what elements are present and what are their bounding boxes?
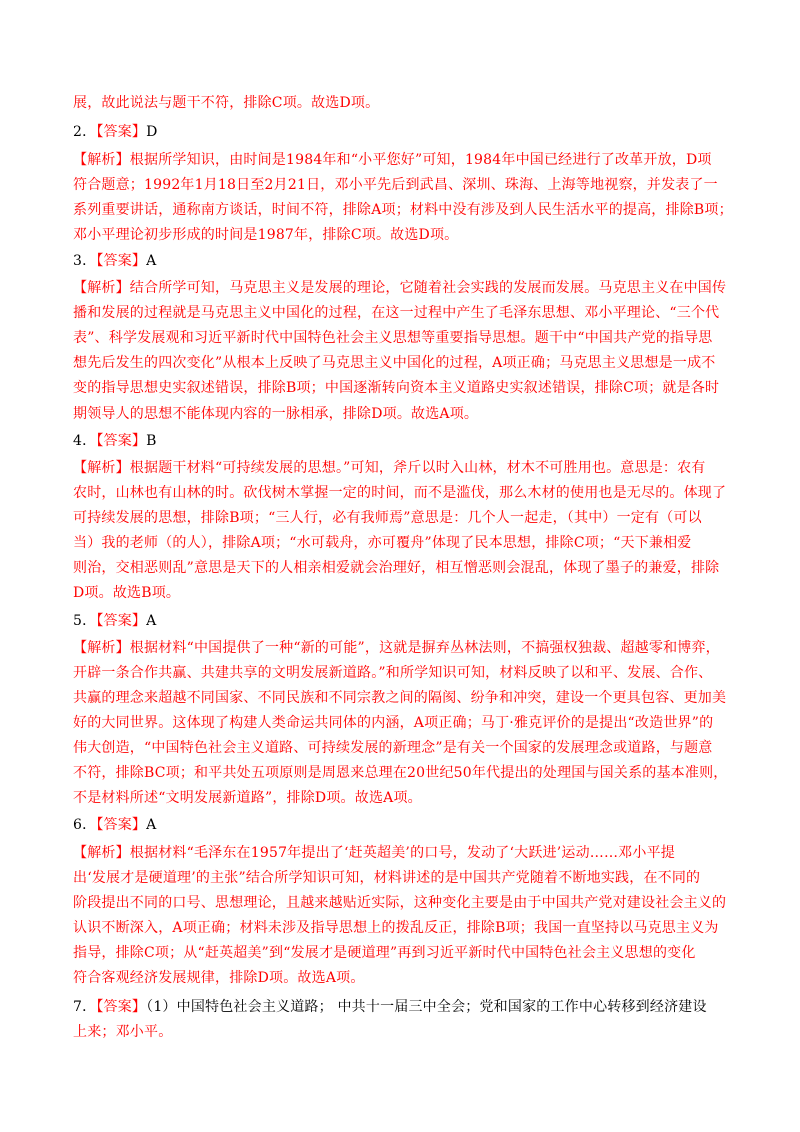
- text-line: D项。故选B项。: [73, 585, 181, 601]
- answer-line-7: [73, 997, 707, 1017]
- text-line: 阶段提出不同的口号、思想理论，且越来越贴近实际，这种变化主要是由于中国共产党对建设社会主义的: [73, 895, 727, 911]
- answer-label: 【答案】: [96, 999, 147, 1015]
- answer-label: 【答案】: [96, 253, 147, 269]
- answer-line-5: [73, 611, 156, 631]
- text-line: 认识不断深入，A项正确；材料未涉及指导思想上的拨乱反正，排除B项；我国一直坚持以马克思主义为: [73, 920, 719, 936]
- text-line: 开辟一条合作共赢、共建共享的文明发展新道路。”和所学知识可知，材料反映了以和平、发展、合作、: [73, 665, 713, 681]
- text-line: 好的大同世界。这体现了构建人类命运共同体的内涵，A项正确；马丁·雅克评价的是提出“改造世界”的: [73, 715, 714, 731]
- answer-label: 【答案】: [96, 124, 147, 140]
- text-line: 指导，排除C项；从“赶英超美”到“发展才是硬道理”再到习近平新时代中国特色社会主义思想的变化: [73, 945, 696, 961]
- answer-line-4: [73, 431, 157, 451]
- text-line: 播和发展的过程就是马克思主义中国化的过程，在这一过程中产生了毛泽东思想、邓小平理论、“三个代: [73, 305, 720, 321]
- answer-value: A: [146, 817, 157, 833]
- question-number: 5．: [73, 613, 97, 629]
- text-line: 农时，山林也有山林的时。砍伐树木掌握一定的时间，而不是滥伐，那么木材的使用也是无尽的。体现了: [73, 485, 727, 501]
- text-line: 伟大创造，“中国特色社会主义道路、可持续发展的新理念”是有关一个国家的发展理念或道路，与题意: [73, 740, 713, 756]
- text-line: 表”、科学发展观和习近平新时代中国特色社会主义思想等重要指导思想。题干中“中国共产党的指导思: [73, 330, 713, 346]
- answer-value: B: [146, 433, 157, 449]
- answer-label: 【答案】: [96, 817, 147, 833]
- text-line: 变的指导思想史实叙述错误，排除B项；中国逐渐转向资本主义道路史实叙述错误，排除C项；就是各时: [73, 380, 720, 396]
- text-line: 【解析】根据材料“毛泽东在1957年提出了‘赶英超美’的口号，发动了‘大跃进’运动……邓小平提: [73, 845, 675, 861]
- text-line: 【解析】根据题干材料“可持续发展的思想。”可知，斧斤以时入山林，材木不可胜用也。意思是：农有: [73, 460, 706, 476]
- text-line: 共赢的理念来超越不同国家、不同民族和不同宗教之间的隔阂、纷争和冲突，建设一个更具包容、更加美: [73, 690, 727, 706]
- text-line: 符合客观经济发展规律，排除D项。故选A项。: [73, 970, 365, 986]
- answer-value: D: [146, 124, 158, 140]
- answer-value: A: [146, 253, 157, 269]
- question-number: 2．: [73, 124, 97, 140]
- answer-label: 【答案】: [96, 613, 147, 629]
- text-line: 不是材料所述“文明发展新道路”，排除D项。故选A项。: [73, 790, 422, 806]
- text-line: 上来；邓小平。: [73, 1024, 173, 1040]
- answer-value: A: [146, 613, 157, 629]
- answer-label: 【答案】: [96, 433, 147, 449]
- text-line: 邓小平理论初步形成的时间是1987年，排除C项。故选D项。: [73, 227, 459, 243]
- text-line: 符合题意；1992年1月18日至2月21日，邓小平先后到武昌、深圳、珠海、上海等地视察，并发表了一: [73, 177, 718, 193]
- text-line: 系列重要讲话，通称南方谈话，时间不符，排除A项；材料中没有涉及到人民生活水平的提高，排除B项；: [73, 202, 733, 218]
- text-line: 当）我的老师（的人），排除A项；“水可载舟，亦可覆舟”体现了民本思想，排除C项；“天下兼相爱: [73, 535, 692, 551]
- text-line: 不符，排除BC项；和平共处五项原则是周恩来总理在20世纪50年代提出的处理国与国关系的基本准则，: [73, 765, 728, 781]
- text-line: 则治，交相恶则乱”意思是天下的人相亲相爱就会治理好，相互憎恶则会混乱，体现了墨子的兼爱，排除: [73, 560, 720, 576]
- question-number: 7．: [73, 999, 97, 1015]
- answer-line-2: [73, 122, 158, 142]
- text-line: 可持续发展的思想，排除B项；“三人行，必有我师焉”意思是：几个人一起走，（其中）一定有（可以: [73, 510, 702, 526]
- text-line: 【解析】根据所学知识，由时间是1984年和“小平您好”可知，1984年中国已经进行了改革开放，D项: [73, 152, 712, 168]
- answer-line-6: [73, 815, 156, 835]
- text-line: 展，故此说法与题干不符，排除C项。故选D项。: [73, 95, 380, 111]
- question-number: 4．: [73, 433, 97, 449]
- text-line: 【解析】结合所学可知，马克思主义是发展的理论，它随着社会实践的发展而发展。马克思主义在中国传: [73, 280, 727, 296]
- answer-line-3: [73, 251, 156, 271]
- text-line: 想先后发生的四次变化”从根本上反映了马克思主义中国化的过程，A项正确；马克思主义思想是一成不: [73, 355, 716, 371]
- text-line: 期领导人的思想不能体现内容的一脉相承，排除D项。故选A项。: [73, 406, 479, 422]
- question-number: 3．: [73, 253, 97, 269]
- answer-value: （1）中国特色社会主义道路； 中共十一届三中全会；党和国家的工作中心转移到经济建设: [146, 999, 707, 1015]
- text-line: 出‘发展才是硬道理’的主张”结合所学知识可知，材料讲述的是中国共产党随着不断地实践，在不同的: [73, 870, 701, 886]
- question-number: 6．: [73, 817, 97, 833]
- text-line: 【解析】根据材料“中国提供了一种“新的可能”，这就是摒弃丛林法则，不搞强权独裁、超越零和博弈，: [73, 640, 720, 656]
